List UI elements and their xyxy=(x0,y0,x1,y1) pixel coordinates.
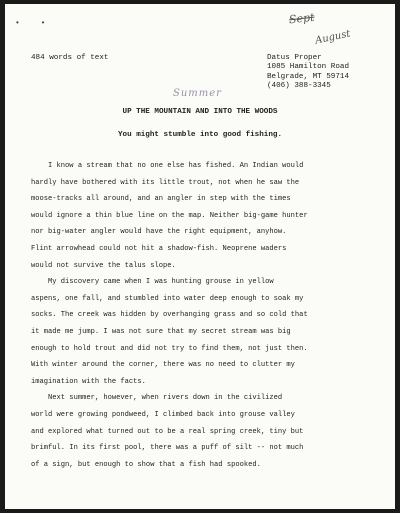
body-line: and explored what turned out to be a real spring creek, tiny but xyxy=(31,427,304,436)
body-line: of a sign, but enough to show that a fish had spooked. xyxy=(31,460,261,469)
body-line: Flint arrowhead could not hit a shadow-fish. Neoprene waders xyxy=(31,245,287,253)
author-address xyxy=(267,54,349,91)
body-line: With winter around the corner, there was no need to clutter my xyxy=(31,361,295,370)
body-line: aspens, one fall, and stumbled into water deep enough to soak my xyxy=(31,294,304,303)
street-address: 1085 Hamilton Road xyxy=(267,63,350,72)
handwritten-annotation-august: August xyxy=(314,28,352,47)
word-count: 484 words of text xyxy=(31,54,109,62)
article-subtitle: You might stumble into good fishing. xyxy=(117,131,283,139)
corner-dots: • • xyxy=(15,19,54,28)
body-line: enough to hold trout and did not try to find them, not just then. xyxy=(31,344,308,353)
city-state-zip: Belgrade, MT 59714 xyxy=(267,72,350,81)
author-name: Datus Proper xyxy=(267,54,322,62)
article-title: UP THE MOUNTAIN AND INTO THE WOODS xyxy=(122,108,278,116)
body-line: brimful. In its first pool, there was a puff of silt -- not much xyxy=(31,444,304,453)
phone-number: (406) 388-3345 xyxy=(267,81,331,90)
body-line: it made me jump. I was not sure that my secret stream was big xyxy=(31,328,291,336)
body-line: hardly have bothered with its little trout, not when he saw the xyxy=(31,178,300,187)
body-line: moose-tracks all around, and an angler in step with the times xyxy=(31,195,291,204)
body-line: world were growing pondweed, I climbed back into grouse valley xyxy=(31,411,295,419)
handwritten-annotation-summer: Summer xyxy=(173,88,222,99)
body-line: I know a stream that no one else has fished. An Indian would xyxy=(31,162,304,170)
body-line: would not survive the talus slope. xyxy=(31,261,176,270)
body-line: My discovery came when I was hunting grouse in yellow xyxy=(31,278,274,287)
handwritten-annotation-sept: Sept xyxy=(288,10,316,27)
body-line: socks. The creek was hidden by overhanging grass and so cold that xyxy=(31,311,308,320)
body-line: nor big-water angler would have the right equipment, anyhow. xyxy=(31,228,287,237)
typewritten-page xyxy=(5,4,395,509)
body-line: imagination with the facts. xyxy=(31,377,146,386)
body-line: Next summer, however, when rivers down in the civilized xyxy=(31,394,283,403)
body-line: would ignore a thin blue line on the map. Neither big-game hunter xyxy=(31,211,308,220)
